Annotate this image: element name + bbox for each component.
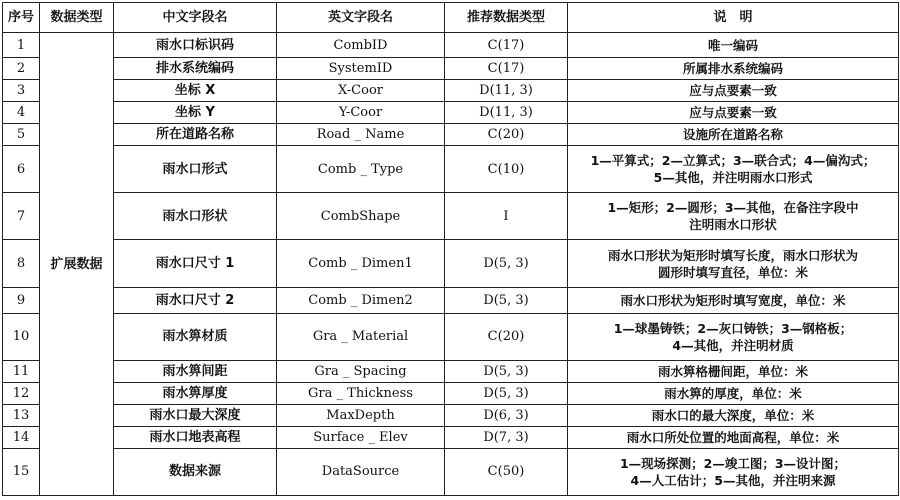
chinese-field-name: 雨水箅厚度 <box>114 382 277 404</box>
header-english-field-name: 英文字段名 <box>277 3 445 33</box>
data-category-cell: 扩展数据 <box>40 33 114 496</box>
description-line: 4—其他，并注明材质 <box>672 337 794 353</box>
row-number: 4 <box>3 102 40 124</box>
chinese-field-name: 雨水箅材质 <box>114 313 277 360</box>
recommended-data-type: C(20) <box>445 313 568 360</box>
table-row <box>3 58 899 80</box>
table-row <box>3 426 899 448</box>
description-cell <box>568 288 899 313</box>
chinese-field-name: 雨水口形式 <box>114 146 277 193</box>
header-no: 序号 <box>3 3 40 33</box>
english-field-name: SystemID <box>277 58 445 80</box>
chinese-field-name: 雨水口形状 <box>114 193 277 240</box>
description-cell <box>568 80 899 102</box>
row-number: 9 <box>3 288 40 313</box>
chinese-field-name: 数据来源 <box>114 448 277 495</box>
row-number: 3 <box>3 80 40 102</box>
row-number: 11 <box>3 360 40 382</box>
table-row <box>3 33 899 58</box>
description-cell <box>568 240 899 288</box>
recommended-data-type: D(5, 3) <box>445 240 568 288</box>
row-number: 2 <box>3 58 40 80</box>
description-cell <box>568 102 899 124</box>
recommended-data-type: C(17) <box>445 33 568 58</box>
english-field-name: Comb _ Type <box>277 146 445 193</box>
header-description: 说 明 <box>568 3 899 33</box>
chinese-field-name: 雨水箅间距 <box>114 360 277 382</box>
description-cell <box>568 58 899 80</box>
table-row <box>3 288 899 313</box>
row-number: 13 <box>3 404 40 426</box>
recommended-data-type: C(50) <box>445 448 568 495</box>
description-line: 1—平算式；2—立算式；3—联合式；4—偏沟式； <box>590 153 876 169</box>
description-line: 应与点要素一致 <box>689 83 777 99</box>
row-number: 6 <box>3 146 40 193</box>
recommended-data-type: D(11, 3) <box>445 80 568 102</box>
recommended-data-type: D(11, 3) <box>445 102 568 124</box>
english-field-name: Gra _ Thickness <box>277 382 445 404</box>
header-data-category: 数据类型 <box>40 3 114 33</box>
english-field-name: MaxDepth <box>277 404 445 426</box>
english-field-name: Road _ Name <box>277 124 445 146</box>
recommended-data-type: D(5, 3) <box>445 382 568 404</box>
description-line: 1—现场探测；2—竣工图；3—设计图； <box>619 455 847 471</box>
table-row <box>3 313 899 360</box>
row-number: 7 <box>3 193 40 240</box>
row-number: 15 <box>3 448 40 495</box>
chinese-field-name: 雨水口尺寸 2 <box>114 288 277 313</box>
english-field-name: CombID <box>277 33 445 58</box>
table-row <box>3 382 899 404</box>
row-number: 12 <box>3 382 40 404</box>
english-field-name: X-Coor <box>277 80 445 102</box>
description-line: 雨水口的最大深度，单位：米 <box>651 407 815 423</box>
row-number: 5 <box>3 124 40 146</box>
table-row <box>3 124 899 146</box>
description-cell <box>568 193 899 240</box>
table-row <box>3 80 899 102</box>
description-line: 雨水口所处位置的地面高程，单位：米 <box>626 429 840 445</box>
description-line: 5—其他，并注明雨水口形式 <box>653 170 813 186</box>
recommended-data-type: C(20) <box>445 124 568 146</box>
description-cell <box>568 124 899 146</box>
description-cell <box>568 426 899 448</box>
description-line: 所属排水系统编码 <box>682 61 783 77</box>
description-line: 圆形时填写直径，单位：米 <box>657 264 808 280</box>
recommended-data-type: C(10) <box>445 146 568 193</box>
field-definition-table <box>2 2 899 496</box>
english-field-name: Comb _ Dimen1 <box>277 240 445 288</box>
english-field-name: Gra _ Spacing <box>277 360 445 382</box>
chinese-field-name: 雨水口标识码 <box>114 33 277 58</box>
english-field-name: Comb _ Dimen2 <box>277 288 445 313</box>
recommended-data-type: C(17) <box>445 58 568 80</box>
table-row <box>3 102 899 124</box>
row-number: 10 <box>3 313 40 360</box>
recommended-data-type: D(7, 3) <box>445 426 568 448</box>
recommended-data-type: I <box>445 193 568 240</box>
chinese-field-name: 所在道路名称 <box>114 124 277 146</box>
description-cell <box>568 146 899 193</box>
english-field-name: Y-Coor <box>277 102 445 124</box>
english-field-name: Surface _ Elev <box>277 426 445 448</box>
table-row <box>3 360 899 382</box>
description-line: 雨水口形状为矩形时填写长度，雨水口形状为 <box>607 247 858 263</box>
description-cell <box>568 313 899 360</box>
description-cell <box>568 360 899 382</box>
description-line: 1—矩形；2—圆形；3—其他，在备注字段中 <box>607 200 859 216</box>
english-field-name: Gra _ Material <box>277 313 445 360</box>
description-line: 唯一编码 <box>707 37 758 53</box>
description-line: 雨水箅的厚度，单位：米 <box>664 385 802 401</box>
header-recommended-type: 推荐数据类型 <box>445 3 568 33</box>
description-cell <box>568 382 899 404</box>
header-row <box>3 3 899 33</box>
chinese-field-name: 坐标 Y <box>114 102 277 124</box>
chinese-field-name: 坐标 X <box>114 80 277 102</box>
table-row <box>3 404 899 426</box>
row-number: 14 <box>3 426 40 448</box>
description-line: 雨水箅格栅间距，单位：米 <box>657 363 808 379</box>
description-line: 设施所在道路名称 <box>682 127 783 143</box>
chinese-field-name: 雨水口地表高程 <box>114 426 277 448</box>
row-number: 1 <box>3 33 40 58</box>
description-line: 注明雨水口形状 <box>689 217 777 233</box>
english-field-name: CombShape <box>277 193 445 240</box>
recommended-data-type: D(6, 3) <box>445 404 568 426</box>
description-line: 应与点要素一致 <box>689 105 777 121</box>
description-line: 雨水口形状为矩形时填写宽度，单位：米 <box>620 293 846 309</box>
table-row <box>3 146 899 193</box>
english-field-name: DataSource <box>277 448 445 495</box>
description-line: 4—人工估计；5—其他，并注明来源 <box>630 472 836 488</box>
table-row <box>3 240 899 288</box>
description-line: 1—球墨铸铁；2—灰口铸铁；3—钢格板； <box>613 320 853 336</box>
chinese-field-name: 雨水口最大深度 <box>114 404 277 426</box>
recommended-data-type: D(5, 3) <box>445 288 568 313</box>
table-row <box>3 448 899 495</box>
header-chinese-field-name: 中文字段名 <box>114 3 277 33</box>
chinese-field-name: 排水系统编码 <box>114 58 277 80</box>
recommended-data-type: D(5, 3) <box>445 360 568 382</box>
table-row <box>3 193 899 240</box>
row-number: 8 <box>3 240 40 288</box>
description-cell <box>568 33 899 58</box>
description-cell <box>568 448 899 495</box>
chinese-field-name: 雨水口尺寸 1 <box>114 240 277 288</box>
description-cell <box>568 404 899 426</box>
